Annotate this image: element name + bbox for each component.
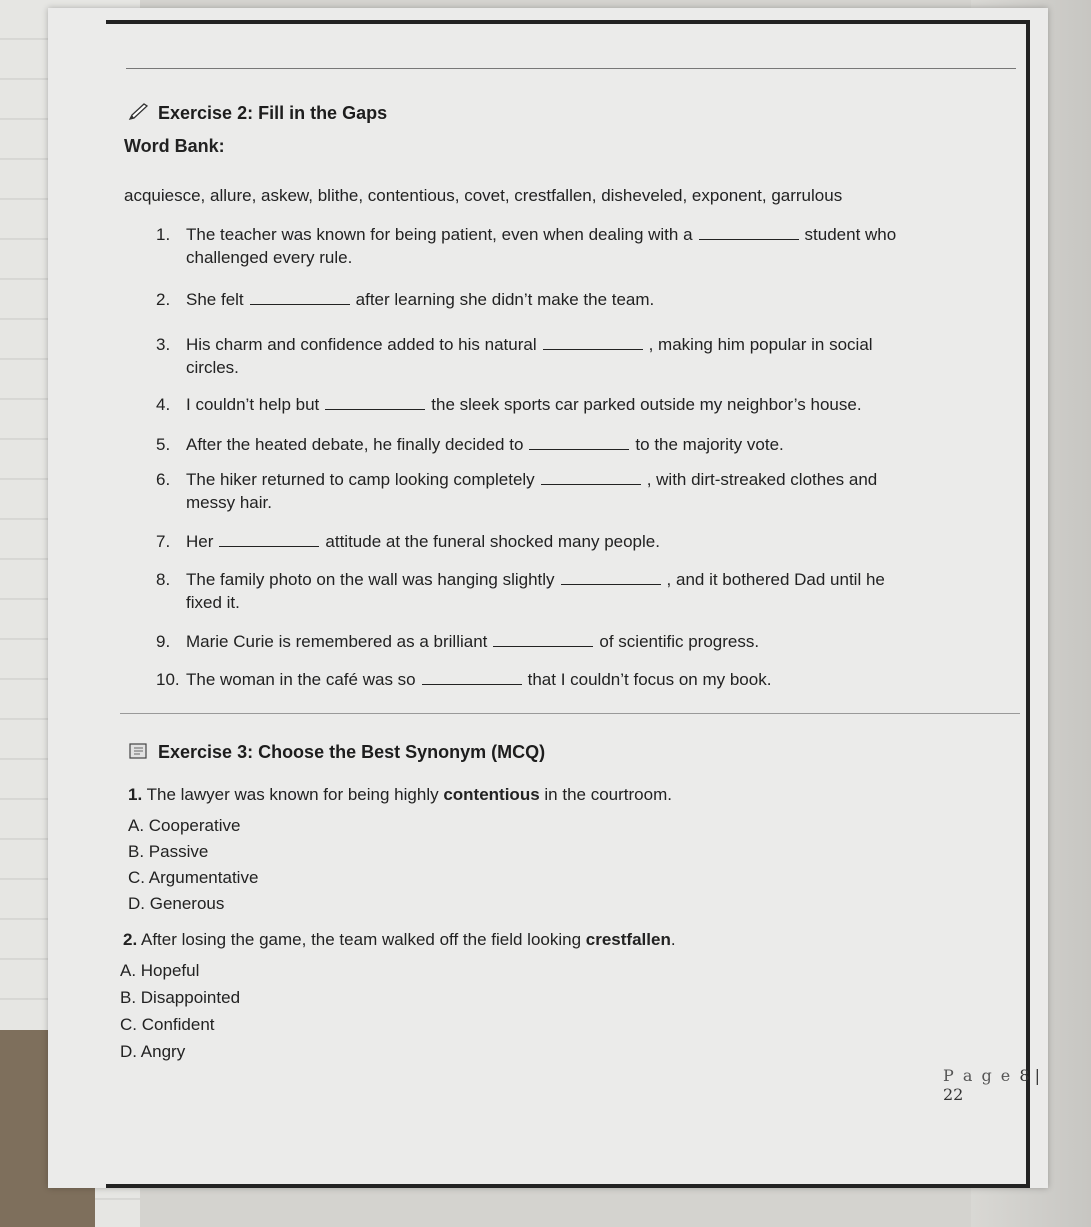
question-number: 7. (156, 532, 171, 551)
answer-blank[interactable] (325, 395, 425, 410)
answer-blank[interactable] (561, 570, 661, 585)
mcq-option[interactable]: D. Angry (120, 1042, 186, 1061)
fill-gap-question (156, 393, 976, 416)
mcq-question-text-after: . (670, 930, 676, 949)
question-text-after: after learning she didn’t make the team. (355, 290, 655, 309)
question-text-before: She felt (186, 290, 244, 309)
question-number: 9. (156, 632, 171, 651)
question-text-after: the sleek sports car parked outside my neighbor’s house. (431, 395, 862, 414)
answer-blank[interactable] (543, 335, 643, 350)
question-number: 10. (156, 670, 180, 689)
worksheet-page (48, 8, 1048, 1188)
question-number: 6. (156, 470, 171, 489)
fill-gap-question (156, 288, 976, 311)
mcq-keyword: contentious (443, 785, 540, 804)
question-number: 1. (156, 225, 171, 244)
notebook-icon (128, 742, 150, 765)
fill-gap-question (156, 630, 976, 653)
page-number-value: 8 | 22 (943, 1066, 1041, 1104)
mcq-question-number: 1. (128, 785, 143, 804)
question-text-before: After the heated debate, he finally decided to (186, 435, 524, 454)
top-divider (126, 68, 1016, 69)
word-bank-label: Word Bank: (124, 136, 225, 156)
question-text-before: The woman in the café was so (186, 670, 416, 689)
fill-gap-question (156, 333, 976, 379)
word-bank-list: acquiesce, allure, askew, blithe, contentious, covet, crestfallen, disheveled, exponent, garrulous (124, 186, 843, 205)
answer-blank[interactable] (493, 632, 593, 647)
section-divider (120, 713, 1020, 714)
mcq-option[interactable]: A. Cooperative (128, 816, 241, 835)
mcq-question-number: 2. (123, 930, 138, 949)
fill-gap-question (156, 468, 976, 514)
exercise3-title (128, 742, 545, 765)
exercise3-title-text: Exercise 3: Choose the Best Synonym (MCQ) (158, 742, 546, 762)
question-text-before: Marie Curie is remembered as a brilliant (186, 632, 488, 651)
mcq-option[interactable]: B. Passive (128, 842, 209, 861)
answer-blank[interactable] (541, 470, 641, 485)
page-word: P a g e (943, 1066, 1013, 1085)
mcq-keyword: crestfallen (585, 930, 671, 949)
question-text-continued: challenged every rule. (186, 248, 353, 267)
question-number: 4. (156, 395, 171, 414)
question-text-continued: messy hair. (186, 493, 272, 512)
question-number: 2. (156, 290, 171, 309)
mcq-option[interactable]: B. Disappointed (120, 988, 241, 1007)
question-text-before: The family photo on the wall was hanging slightly (186, 570, 555, 589)
mcq-option[interactable]: D. Generous (128, 894, 225, 913)
answer-blank[interactable] (219, 532, 319, 547)
question-number: 3. (156, 335, 171, 354)
answer-blank[interactable] (699, 225, 799, 240)
question-number: 5. (156, 435, 171, 454)
question-text-continued: fixed it. (186, 593, 240, 612)
question-text-after: student who (804, 225, 897, 244)
answer-blank[interactable] (529, 435, 629, 450)
mcq-option[interactable]: C. Confident (120, 1015, 215, 1034)
page-number (943, 1066, 1048, 1104)
mcq-question-text-after: in the courtroom. (544, 785, 672, 804)
question-text-after: to the majority vote. (635, 435, 784, 454)
pencil-icon (128, 103, 150, 126)
question-text-before: Her (186, 532, 214, 551)
question-text-before: I couldn’t help but (186, 395, 320, 414)
mcq-question-text: The lawyer was known for being highly (146, 785, 439, 804)
question-text-after: , and it bothered Dad until he (666, 570, 885, 589)
question-text-before: His charm and confidence added to his natural (186, 335, 537, 354)
fill-gap-question (156, 568, 976, 614)
fill-gap-question (156, 223, 976, 269)
answer-blank[interactable] (422, 670, 522, 685)
question-text-continued: circles. (186, 358, 239, 377)
question-text-after: , making him popular in social (648, 335, 873, 354)
fill-gap-question (156, 668, 976, 691)
question-text-after: that I couldn’t focus on my book. (527, 670, 772, 689)
question-number: 8. (156, 570, 171, 589)
fill-gap-question (156, 530, 976, 553)
mcq-option[interactable]: A. Hopeful (120, 961, 200, 980)
mcq-question (128, 785, 672, 805)
question-text-after: attitude at the funeral shocked many people. (325, 532, 660, 551)
question-text-after: of scientific progress. (599, 632, 760, 651)
fill-gap-question (156, 433, 976, 456)
mcq-option[interactable]: C. Argumentative (128, 868, 259, 887)
exercise2-title-text: Exercise 2: Fill in the Gaps (158, 103, 388, 123)
exercise2-title (128, 103, 387, 126)
question-text-after: , with dirt-streaked clothes and (646, 470, 878, 489)
answer-blank[interactable] (250, 290, 350, 305)
question-text-before: The hiker returned to camp looking completely (186, 470, 535, 489)
mcq-question-text: After losing the game, the team walked off the field looking (140, 930, 582, 949)
mcq-question (123, 930, 676, 950)
question-text-before: The teacher was known for being patient, even when dealing with a (186, 225, 693, 244)
